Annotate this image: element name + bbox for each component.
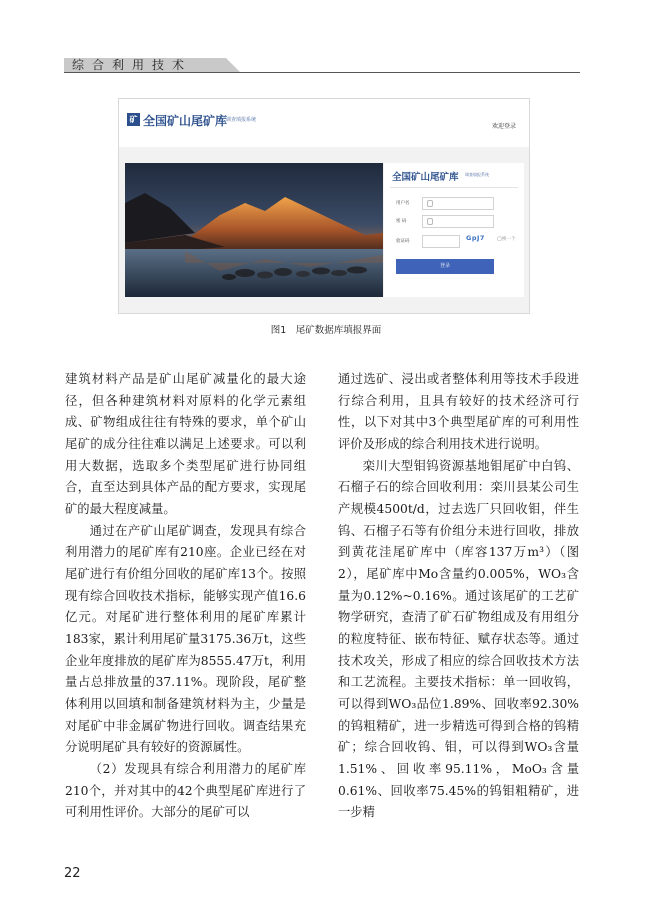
username-field[interactable] <box>422 197 494 210</box>
paragraph: 通过选矿、浸出或者整体利用等技术手段进行综合利用，且具有较好的技术经济可行性，以下对其中3个典型尾矿库的可利用性评价及形成的综合利用技术进行说明。 <box>338 372 579 452</box>
landscape-photo <box>125 163 383 297</box>
welcome-link[interactable]: 欢迎登录 <box>492 123 517 130</box>
user-icon <box>427 200 433 207</box>
site-logo-icon: 矿 <box>127 113 140 126</box>
left-column <box>65 369 306 824</box>
figure-screenshot <box>118 98 530 314</box>
lock-icon <box>427 218 433 225</box>
login-button[interactable]: 登录 <box>396 259 494 274</box>
right-column <box>338 369 579 824</box>
panel-divider <box>390 187 518 188</box>
captcha-label: 验证码 <box>396 239 410 244</box>
page-number: 22 <box>64 866 81 881</box>
site-title: 全国矿山尾矿库 <box>143 114 228 128</box>
paragraph: 通过在产矿山尾矿调查，发现具有综合利用潜力的尾矿库有210座。企业已经在对尾矿进行有价组分回收的尾矿库13个。按照现有综合回收技术指标，能够实现产值16.6 亿元。对尾矿进行整体利用的尾矿库累计183家，累计利用尾矿量3175.36万t，这些企业年度排放的尾矿库为8555.47万t，利用量占总排放量的37.11%。现阶段，尾矿整体利用以回填和制备建筑材料为主，少量是对尾矿中非金属矿物进行回收。调查结果充分说明尾矿具有较好的资源属性。 <box>65 523 306 755</box>
username-label: 用户名 <box>396 201 410 206</box>
password-field[interactable] <box>422 215 494 228</box>
figure-caption: 图1 尾矿数据库填报界面 <box>270 325 382 336</box>
captcha-image: GpJ7 <box>466 234 485 242</box>
panel-subtitle: 调查填报系统 <box>465 172 489 177</box>
section-title: 综合利用技术 <box>72 58 193 72</box>
panel-title: 全国矿山尾矿库 <box>392 172 459 183</box>
paragraph: 栾川大型钼钨资源基地钼尾矿中白钨、石榴子石的综合回收利用：栾川县某公司生产规模4500t/d，过去选厂只回收钼，伴生钨、石榴子石等有价组分未进行回收，排放到黄花洼尾矿库中（库容137万m³）（图2），尾矿库中Mo含量约0.005%，WO₃含量为0.12%~0.16%。通过该尾矿的工艺矿物学研究，查清了矿石矿物组成及有用组分的粒度特征、嵌布特征、赋存状态等。通过技术攻关，形成了相应的综合回收技术方法和工艺流程。主要技术指标：单一回收钨，可以得到WO₃品位1.89%、回收率92.30%的钨粗精矿，进一步精选可得到合格的钨精矿；综合回收钨、钼，可以得到WO₃含量1.51%、回收率95.11%，MoO₃含量0.61%、回收率75.45%的钨钼粗精矿，进一步精 <box>338 458 579 820</box>
refresh-captcha-link[interactable]: ◯换一个 <box>497 237 516 242</box>
site-subtitle: 调查填报系统 <box>226 117 257 123</box>
login-panel <box>384 163 524 297</box>
paragraph: （2）发现具有综合利用潜力的尾矿库210个，并对其中的42个典型尾矿库进行了可利用性评价。大部分的尾矿可以 <box>65 762 306 820</box>
paragraph: 建筑材料产品是矿山尾矿减量化的最大途径，但各种建筑材料对原料的化学元素组成、矿物组成往往有特殊的要求，单个矿山尾矿的成分往往难以满足上述要求。可以利用大数据，选取多个类型尾矿进行协同组合，直至达到具体产品的配方要求，实现尾矿的最大程度减量。 <box>65 372 306 517</box>
captcha-field[interactable] <box>422 235 460 248</box>
header-rule <box>64 72 580 73</box>
site-topbar <box>119 99 529 147</box>
password-label: 密 码 <box>396 219 407 224</box>
